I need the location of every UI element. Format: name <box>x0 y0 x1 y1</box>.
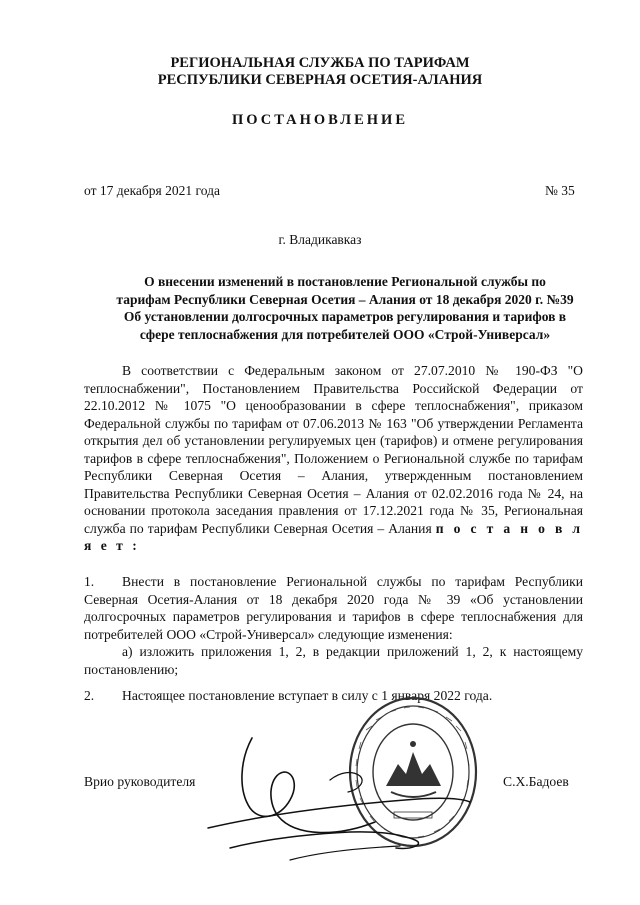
subject-line-4: сфере теплоснабжения для потребителей ООО «Строй-Универсал» <box>139 326 551 342</box>
document-subject <box>110 273 580 343</box>
signatory-position: Врио руководителя <box>84 774 196 789</box>
handwritten-signature <box>200 720 500 880</box>
subject-line-3: Об установлении долгосрочных параметров регулирования и тарифов в <box>123 309 567 325</box>
organization-name-line2: РЕСПУБЛИКИ СЕВЕРНАЯ ОСЕТИЯ-АЛАНИЯ <box>157 72 483 88</box>
list-item <box>84 573 583 678</box>
signatory-name: С.Х.Бадоев <box>503 774 569 789</box>
document-number: № 35 <box>545 183 575 198</box>
subject-line-2: тарифам Республики Северная Осетия – Алания от 18 декабря 2020 г. №39 <box>116 291 574 307</box>
list-item <box>84 687 583 705</box>
document-type-title: ПОСТАНОВЛЕНИЕ <box>231 112 408 128</box>
item-subpoint-a: а) изложить приложения 1, 2, в редакции приложений 1, 2, к настоящему постановлению; <box>84 644 583 677</box>
item-text-2: Настоящее постановление вступает в силу с 1 января 2022 года. <box>122 688 493 703</box>
preamble-paragraph <box>84 362 583 555</box>
preamble-text: В соответствии с Федеральным законом от 27.07.2010 № 190-ФЗ "О теплоснабжении", Постановлением Правительства Российской Федерации от 22.10.2012 № 1075 "О ценообразовании в сфере теплоснабжения", приказом Федеральной службы по тарифам от 07.06.2013 № 163 "Об утверждении Регламента открытия дел об установлении регулируемых цен (тарифов) и отмене регулирования тарифов в сфере теплоснабжения", Положением о Региональной службе по тарифам Республики Северная Осетия – Алания, утвержденным постановлением Правительства Республики Северная Осетия – Алания от 02.02.2016 года № 24, на основании протокола заседания правления от 17.12.2021 года № 35, Региональная служба по тарифам Республики Северная Осетия – Алания <box>84 363 583 536</box>
city-name: г. Владикавказ <box>278 232 362 247</box>
item-text-1: Внести в постановление Региональной службы по тарифам Республики Северная Осетия-Алания от 18 декабря 2020 года № 39 «Об установлении долгосрочных параметров регулирования и тарифов в сфере теплоснабжения для потребителей ООО «Строй-Универсал» следующие изменения: <box>84 574 583 642</box>
item-number-2: 2. <box>84 688 95 703</box>
organization-name-line1: РЕГИОНАЛЬНАЯ СЛУЖБА ПО ТАРИФАМ <box>170 55 470 71</box>
subject-line-1: О внесении изменений в постановление Региональной службы по <box>144 274 546 289</box>
item-number-1: 1. <box>84 574 95 589</box>
decree-word: п о с т а н о в л я е т : <box>84 520 583 553</box>
document-date: от 17 декабря 2021 года <box>84 183 220 198</box>
